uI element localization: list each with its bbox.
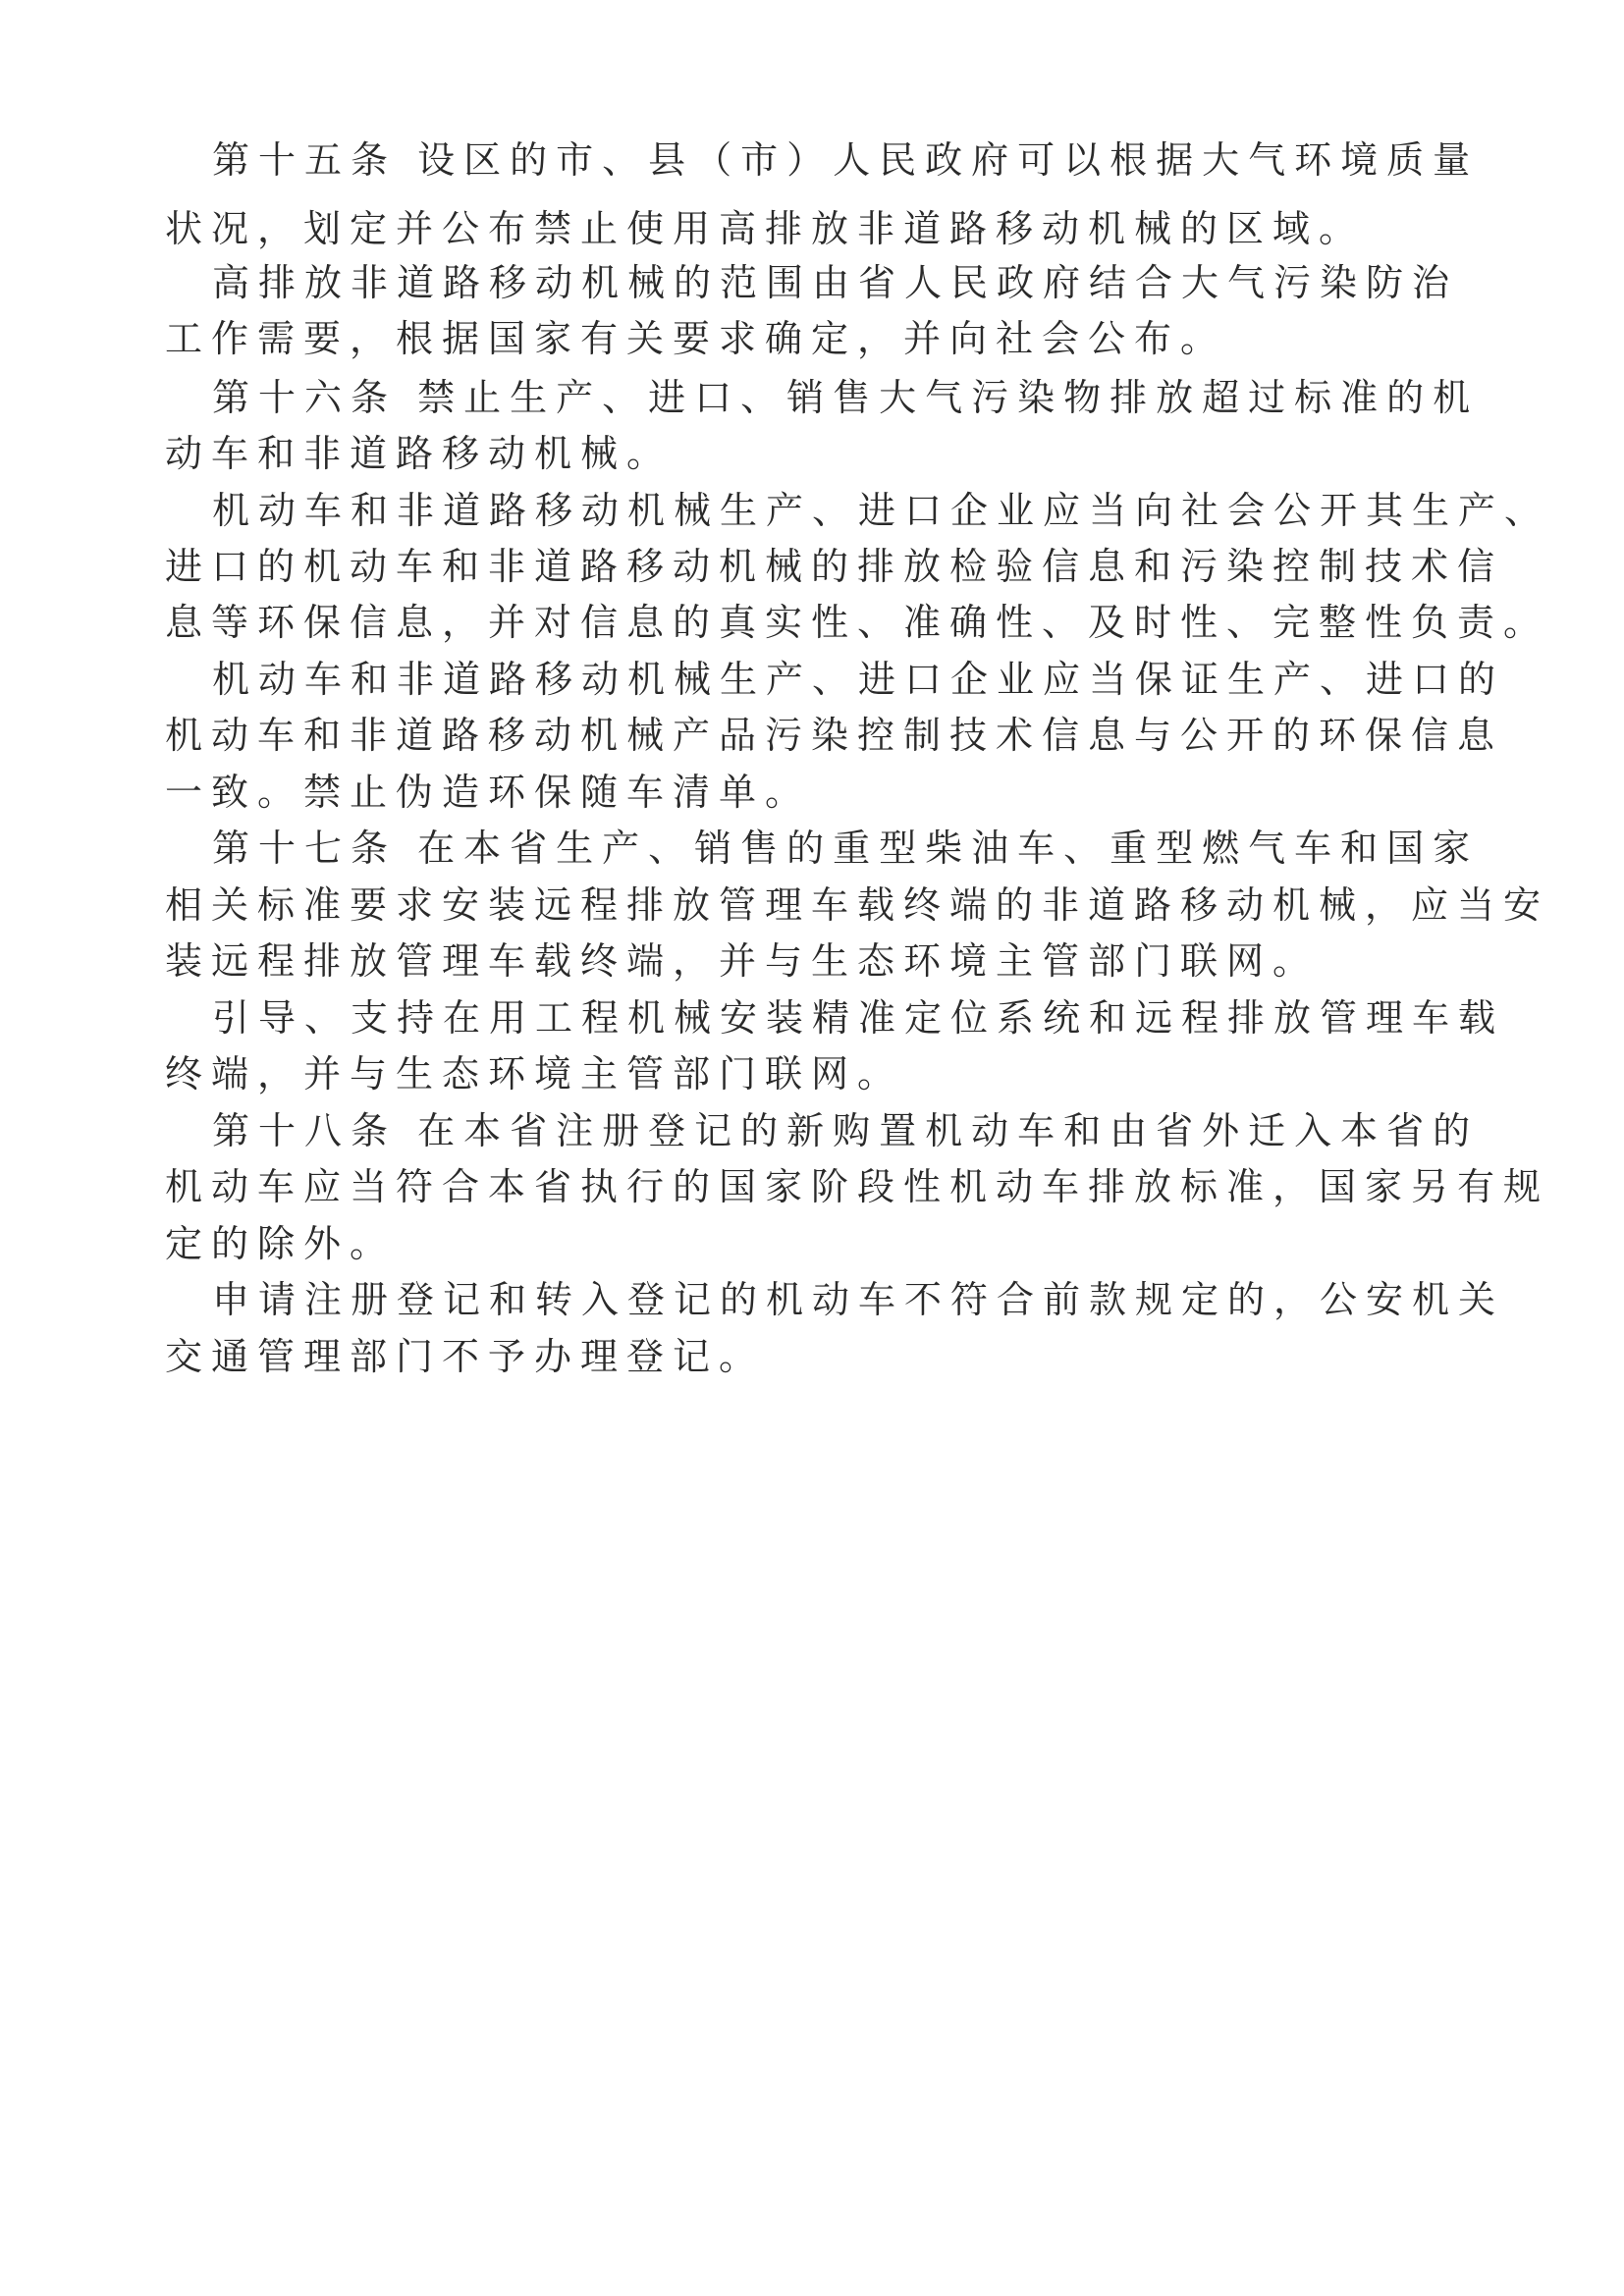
text-line: 第十五条 设区的市、县（市）人民政府可以根据大气环境质量 [212, 138, 1480, 182]
text-line: 交通管理部门不予办理登记。 [165, 1335, 766, 1378]
text-line: 引导、支持在用工程机械安装精准定位系统和远程排放管理车载 [212, 996, 1505, 1040]
text-line: 机动车和非道路移动机械产品污染控制技术信息与公开的环保信息 [165, 714, 1504, 757]
text-line: 装远程排放管理车载终端，并与生态环境主管部门联网。 [165, 939, 1320, 983]
text-line: 工作需要，根据国家有关要求确定，并向社会公布。 [165, 317, 1227, 360]
text-line: 高排放非道路移动机械的范围由省人民政府结合大气污染防治 [212, 261, 1459, 304]
text-line: 一致。禁止伪造环保随车清单。 [165, 771, 812, 814]
text-line: 第十六条 禁止生产、进口、销售大气污染物排放超过标准的机 [212, 376, 1480, 419]
text-line: 状况，划定并公布禁止使用高排放非道路移动机械的区域。 [165, 207, 1366, 250]
text-line: 进口的机动车和非道路移动机械的排放检验信息和污染控制技术信 [165, 545, 1504, 588]
text-line: 第十八条 在本省注册登记的新购置机动车和由省外迁入本省的 [212, 1109, 1480, 1152]
text-line: 申请注册登记和转入登记的机动车不符合前款规定的，公安机关 [212, 1278, 1505, 1321]
text-line: 动车和非道路移动机械。 [165, 432, 674, 475]
text-line: 定的除外。 [165, 1222, 397, 1265]
text-line: 机动车应当符合本省执行的国家阶段性机动车排放标准，国家另有规 [165, 1165, 1550, 1208]
text-line: 息等环保信息，并对信息的真实性、准确性、及时性、完整性负责。 [165, 601, 1550, 644]
text-line: 相关标准要求安装远程排放管理车载终端的非道路移动机械，应当安 [165, 883, 1550, 927]
text-line: 终端，并与生态环境主管部门联网。 [165, 1052, 904, 1095]
text-line: 机动车和非道路移动机械生产、进口企业应当向社会公开其生产、 [212, 489, 1551, 532]
text-line: 机动车和非道路移动机械生产、进口企业应当保证生产、进口的 [212, 658, 1505, 701]
text-line: 第十七条 在本省生产、销售的重型柴油车、重型燃气车和国家 [212, 827, 1480, 870]
